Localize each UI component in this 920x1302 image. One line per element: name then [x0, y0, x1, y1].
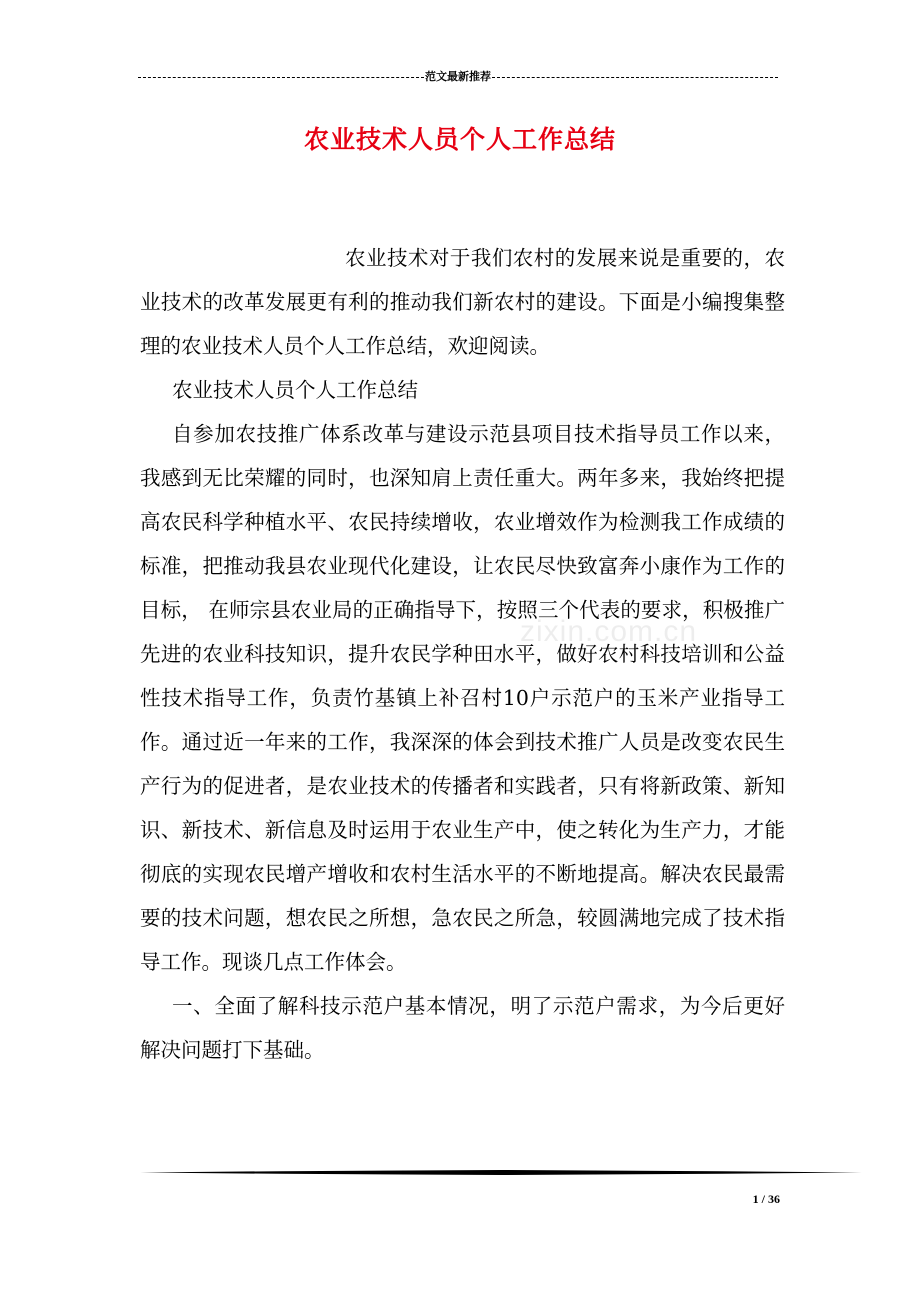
subtitle-paragraph: 农业技术人员个人工作总结: [172, 378, 418, 402]
main-paragraph: 自参加农技推广体系改革与建设示范县项目技术指导员工作以来，我感到无比荣耀的同时，也深知肩上责任重大。两年多来，我始终把提高农民科学种植水平、农民持续增收，农业增效作为检测我工作成绩的标准，把推动我县农业现代化建设，让农民尽快致富奔小康作为工作的目标， 在师宗县农业局的正确指导下，按照三个代表的要求，积极推广先进的农业科技知识，提升农民学种田水平，做好农村科技培训和公益性技术指导工作，负责竹基镇上补召村10户示范户的玉米产业指导工作。通过近一年来的工作，我深深的体会到技术推广人员是改变农民生产行为的促进者，是农业技术的传播者和实践者，只有将新政策、新知识、新技术、新信息及时运用于农业生产中，使之转化为生产力，才能彻底的实现农民增产增收和农村生活水平的不断地提高。解决农民最需要的技术问题，想农民之所想，急农民之所急，较圆满地完成了技术指导工作。现谈几点工作体会。: [140, 422, 785, 974]
header-label: 范文最新推荐: [425, 71, 491, 83]
intro-paragraph: 农业技术对于我们农村的发展来说是重要的，农业技术的改革发展更有利的推动我们新农村的建设。下面是小编搜集整理的农业技术人员个人工作总结，欢迎阅读。: [140, 246, 785, 358]
document-title: 农业技术人员个人工作总结: [303, 125, 616, 154]
header-dash-left: [138, 77, 424, 78]
header-rule: [138, 68, 778, 86]
footer-rule: [140, 1170, 862, 1175]
watermark: zixin.com.cn: [520, 615, 698, 648]
page-number: 1 / 36: [752, 1192, 780, 1206]
section-1-paragraph: 一、全面了解科技示范户基本情况，明了示范户需求，为今后更好解决问题打下基础。: [140, 994, 785, 1062]
header-dash-right: [492, 77, 778, 78]
document-body: [140, 236, 785, 1072]
